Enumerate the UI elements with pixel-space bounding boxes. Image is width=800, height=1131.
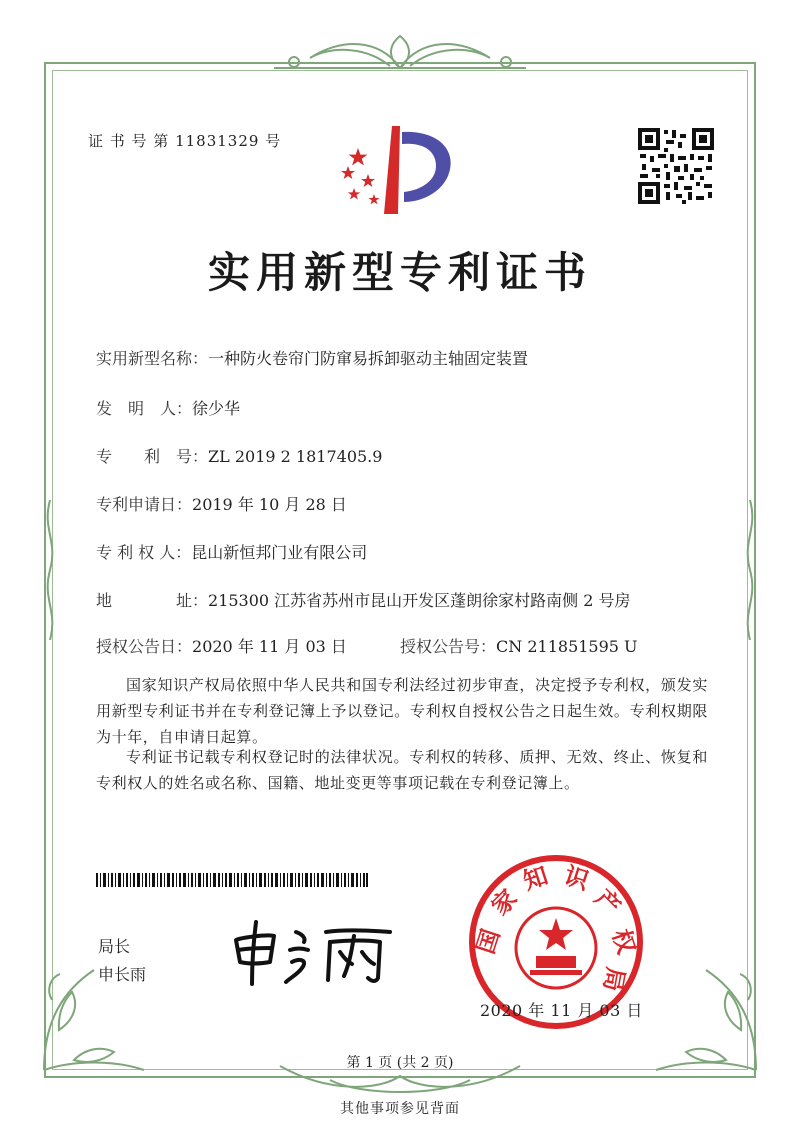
signatory-name: 申长雨 [98,965,147,984]
barcode-icon [96,873,368,887]
field-label: 发 明 人： [96,399,193,418]
legal-status-paragraph: 专利证书记载专利权登记时的法律状况。专利权的转移、质押、无效、终止、恢复和专利权人的姓名或名称、国籍、地址变更等事项记载在专利登记簿上。 [96,748,708,792]
svg-text:知: 知 [519,861,552,896]
grant-statement-paragraph: 国家知识产权局依照中华人民共和国专利法经过初步审查，决定授予专利权，颁发实用新型专利证书并在专利登记簿上予以登记。专利权自授权公告之日起生效。专利权期限为十年，自申请日起算。 [96,676,708,746]
grant-number-field [400,634,638,657]
handwritten-signature [230,918,400,988]
certificate-number: 证 书 号 第 11831329 号 [88,132,282,150]
signatory-title: 局长 [98,937,131,956]
patentee-field [96,540,367,563]
address-field [96,588,631,611]
field-value: 2020 年 11 月 03 日 [192,637,347,656]
field-label: 专 利 号： [96,447,209,466]
top-ornament-icon [270,28,530,74]
footer-note: 其他事项参见背面 [340,1101,460,1117]
inventor-field [96,396,240,419]
application-date-field [96,492,347,515]
field-label: 授权公告号： [400,637,497,656]
field-value: 徐少华 [192,399,241,418]
field-value: CN 211851595 U [496,637,638,656]
field-label: 专 利 权 人： [96,543,192,562]
svg-text:识: 识 [560,861,593,896]
qr-code-icon [638,128,714,204]
svg-text:局: 局 [598,965,630,994]
seal-date: 2020 年 11 月 03 日 [480,1001,643,1020]
field-label: 专利申请日： [96,495,193,514]
grant-date-field [96,634,347,657]
field-label: 地 址： [96,591,209,610]
right-side-ornament-icon [740,500,760,640]
patent-number-field [96,444,382,467]
utility-model-name-field [96,346,528,369]
svg-text:权: 权 [606,925,641,958]
page-indicator: 第 1 页 (共 2 页) [346,1055,454,1071]
field-value: ZL 2019 2 1817405.9 [208,447,383,466]
field-value: 一种防火卷帘门防窜易拆卸驱动主轴固定装置 [208,349,529,368]
patent-emblem-icon [330,118,470,218]
svg-text:产: 产 [589,883,627,921]
left-side-ornament-icon [40,500,60,640]
field-value: 昆山新恒邦门业有限公司 [191,543,368,562]
field-value: 215300 江苏省苏州市昆山开发区蓬朗徐家村路南侧 2 号房 [208,591,631,610]
field-label: 实用新型名称： [96,349,209,368]
svg-text:家: 家 [485,883,523,921]
field-value: 2019 年 10 月 28 日 [192,495,347,514]
svg-text:国: 国 [471,925,506,958]
certificate-title: 实用新型专利证书 [207,248,592,297]
field-label: 授权公告日： [96,637,193,656]
